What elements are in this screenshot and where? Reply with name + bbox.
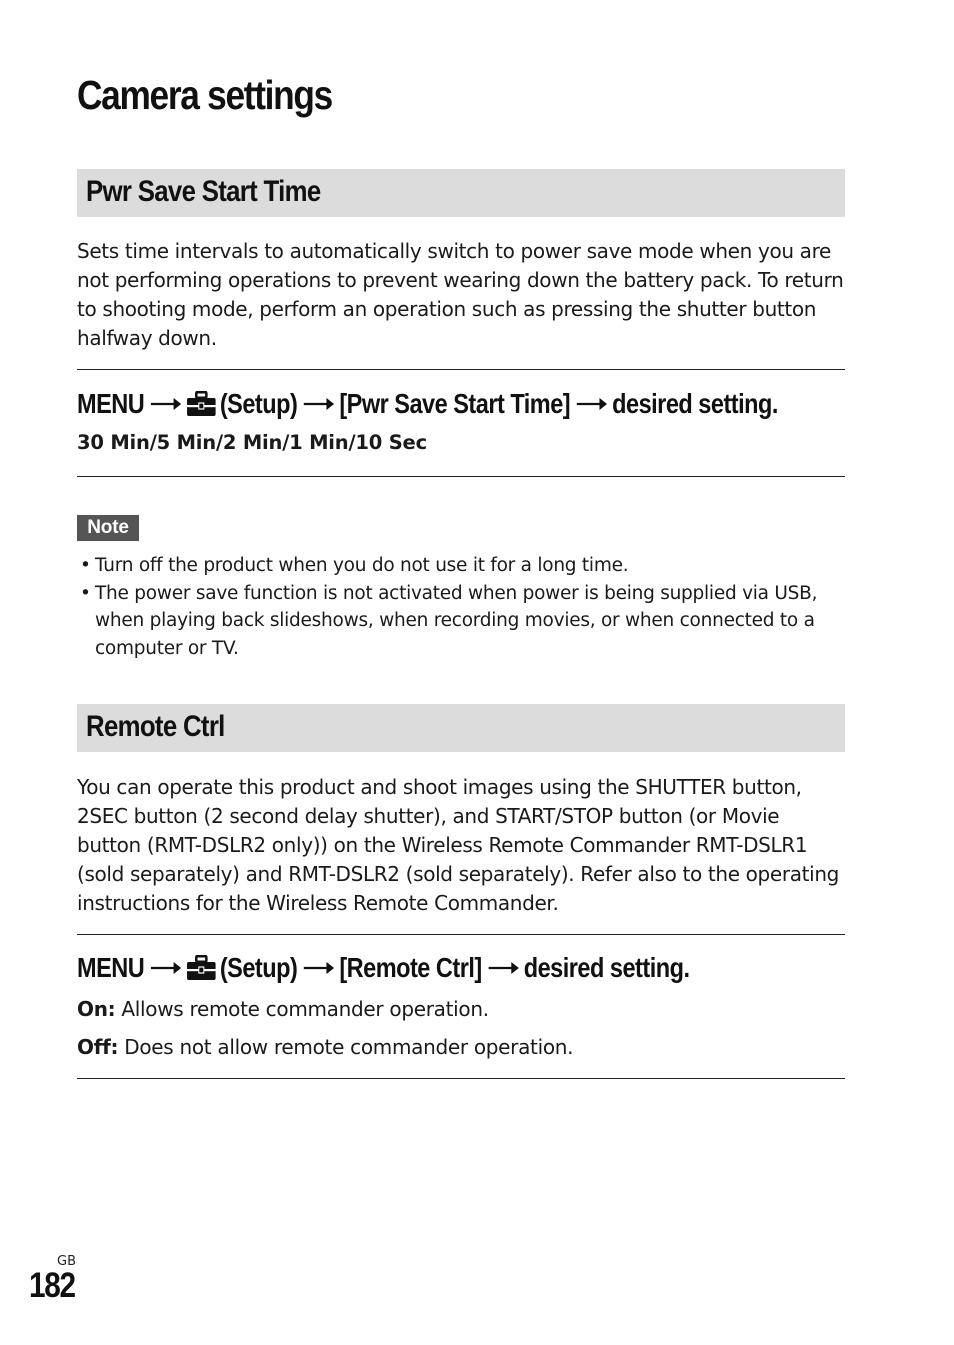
section-description: You can operate this product and shoot images using the SHUTTER button, 2SEC button (2 second delay shutter), and START/STOP button (or Movie button (RMT-DSLR2 only)) on the Wireless Remote Commander RMT-DSLR1 (sold separately) and RMT-DSLR2 (sold separately). Refer also to the operating instructions for the Wireless Remote Commander. xyxy=(77,775,840,915)
divider xyxy=(77,1078,845,1079)
note-badge: Note xyxy=(77,515,139,541)
page-title: Camera settings xyxy=(77,72,333,118)
menu-end-label: desired setting. xyxy=(612,388,778,419)
toolbox-icon xyxy=(186,391,216,417)
bullet-icon: • xyxy=(80,582,91,604)
list-item: • Turn off the product when you do not use it for a long time. xyxy=(80,552,820,580)
setup-label: (Setup) xyxy=(219,952,298,983)
divider xyxy=(77,934,845,935)
arrow-right-icon xyxy=(302,396,334,412)
note-list xyxy=(80,552,820,662)
arrow-right-icon xyxy=(149,396,181,412)
section-description: Sets time intervals to automatically switch to power save mode when you are not performing operations to prevent wearing down the battery pack. To return to shooting mode, perform an operation such as pressing the shutter button halfway down. xyxy=(77,239,844,350)
list-item: • The power save function is not activated when power is being supplied via USB, when playing back slideshows, when recording movies, or when connected to a computer or TV. xyxy=(80,580,820,663)
setting-off xyxy=(77,1033,573,1062)
setting-desc: Allows remote commander operation. xyxy=(121,997,489,1021)
section-heading: Pwr Save Start Time xyxy=(86,175,321,208)
bullet-icon: • xyxy=(80,555,91,576)
arrow-right-icon xyxy=(487,960,519,976)
setting-term: Off: xyxy=(77,1035,119,1059)
menu-item-label: [Pwr Save Start Time] xyxy=(339,388,571,419)
arrow-right-icon xyxy=(149,960,181,976)
menu-path xyxy=(77,952,690,984)
section-heading-bar xyxy=(77,169,845,217)
section-heading: Remote Ctrl xyxy=(86,710,225,743)
menu-label: MENU xyxy=(77,388,145,419)
menu-end-label: desired setting. xyxy=(523,952,690,983)
arrow-right-icon xyxy=(302,960,334,976)
menu-item-label: [Remote Ctrl] xyxy=(339,952,482,983)
setting-term: On: xyxy=(77,997,116,1021)
section-heading-bar xyxy=(77,704,845,752)
menu-path xyxy=(77,388,778,420)
setting-on xyxy=(77,995,489,1024)
toolbox-icon xyxy=(186,955,216,981)
divider xyxy=(77,476,845,477)
setting-options: 30 Min/5 Min/2 Min/1 Min/10 Sec xyxy=(77,431,427,454)
setting-desc: Does not allow remote commander operation. xyxy=(124,1035,574,1059)
arrow-right-icon xyxy=(575,396,607,412)
menu-label: MENU xyxy=(77,952,145,983)
language-code: GB xyxy=(57,1254,76,1269)
page-number: 182 xyxy=(29,1266,75,1305)
setup-label: (Setup) xyxy=(219,388,298,419)
divider xyxy=(77,369,845,370)
